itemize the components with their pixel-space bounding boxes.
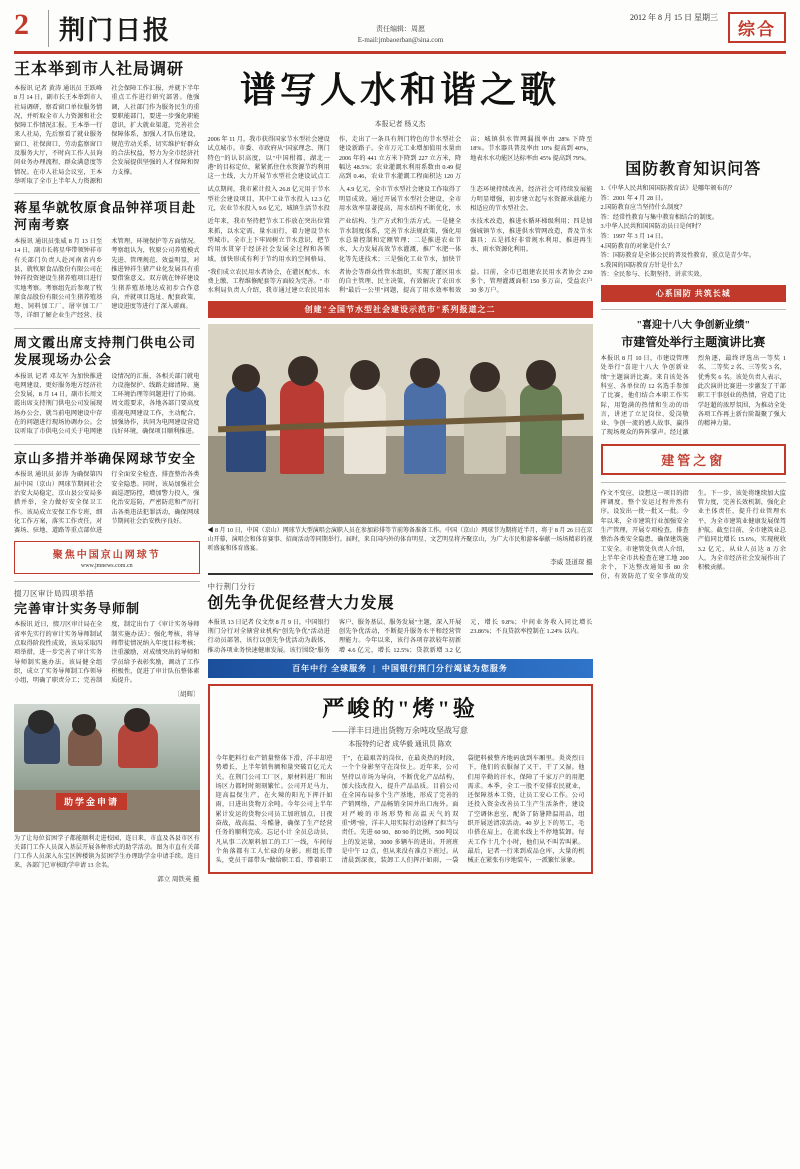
- promo-tennis-festival[interactable]: [14, 541, 200, 574]
- body-article-4: 本报讯 通讯员 彭涛 为确保第四届中国（京山）网球节期间社会治安大局稳定，京山县公安局多措并举，全力做好安全保卫工作。该局成立安保工作专班，细化工作方案，落实工作责任，对赛场、驻地、道路等重点部位进行全面安全检查，排查整治各类安全隐患。同时，该局加强社会面巡逻防控，增加警力投入，强化治安巡防，严密防范和严厉打击各类违法犯罪活动，确保网球节期间社会治安秩序良好。: [14, 471, 200, 535]
- photo-banner-label: 助学金申请: [56, 793, 127, 810]
- contest-body: [601, 354, 787, 438]
- caption-scholarship: 为了让每位贫困学子都能顺利走进校园，连日来，市直及各县市区有关部门工作人员深入基层开展各种形式的助学活动。图为市直有关部门工作人员深入东宝区牌楼镇为贫困学生办理助学金申请手续。连日来，各部门已审核助学申请 13 余名。: [14, 835, 200, 869]
- paper-logo: 荆门日报: [48, 10, 171, 47]
- headline-article-2: 蒋星华就牧原食品钟祥项目赴河南考察: [14, 200, 197, 233]
- body-article-3: 本报讯 记者 邓友军 为加快推进电网建设，更好服务地方经济社会发展，8 月 14 日，副市长周文霞出席支持荆门供电公司发展现场办公会，就当前电网建设中存在的问题进行现场协调办公。会议听取了市供电公司关于电网建设情况的汇报，各相关部门就电力设施保护、线路走廊清障、施工环境治理等问题进行了协商。周文霞要求，各地各部门要高度重视电网建设工作，主动配合、加强协作，共同为电网建设营造良好环境，确保项目顺利推进。: [14, 372, 200, 436]
- photo-credit-left: 郭立 周铁英 摄: [157, 875, 200, 883]
- photo-tennis-rehearsal: [208, 324, 593, 524]
- main-body-cols-text: 近年来，我市坚持把节水工作放在突出位置来抓，以水定需、量水而行，着力建设节水型城市。全市上下牢固树立节水意识，把节约用水贯穿于经济社会发展全过程和各领域，加快形成有利于节约用水的空间格局、产业结构、生产方式和生活方式。一是健全节水制度体系，完善节水法规政策，强化用水总量控制和定额管理；二是推进农业节水，大力发展高效节水灌溉，推广水肥一体化等先进技术；三是强化工业节水，加快节水技术改造，推进水循环梯级利用；四是加强城镇节水，推进供水管网改造，普及节水器具；五是抓好非常规水利用，推进再生水、雨水资源化利用。: [207, 218, 593, 263]
- kicker-article-5: 掇刀区审计局四项举措: [14, 588, 94, 598]
- main-body-cols2-text: "我们成立农民用水者协会，在灌区配水、水费上缴、工程维修配套等方面较为完善。" 市水利局负责人介绍，我市通过建立农民用水者协会等群众性管水组织，实现了灌区用水的自主管理、民主决策，有效解决了农田水利"最后一公里"问题，提高了用水效率和效益。目前，全市已组建农民用水者协会 230 多个，管理灌溉面积 150 多万亩，受益农户 30 多万户。: [207, 268, 593, 295]
- body-bank-text: 本报讯 13 日记者 仪文焘 8 月 9 日，中国银行荆门分行对全辖营业机构"创先争优"活动进行动员部署，该行以创先争优活动为载体，推动各项业务快速健康发展。该行围绕"服务客户、服务基层、服务发展"主题，深入开展创先争优活动，不断提升服务水平和经营管理能力。今年以来，该行各项存款较年初新增 4.6 亿元，增长 12.5%；贷款新增 3.2 亿元，增长 9.8%；中间业务收入同比增长 23.86%；不良贷款率控制在 1.24% 以内。: [207, 618, 593, 654]
- quiz-item: 答：1997 年 3 月 14 日。: [600, 233, 668, 241]
- masthead: [14, 10, 786, 54]
- quiz-item: 5.我国的国防教育方针是什么？: [600, 261, 686, 269]
- middle-column: [208, 60, 593, 883]
- signature-article-5: 〔胡辉〕: [173, 690, 200, 698]
- main-body-mid-text: 试点期间，我市累计投入 26.8 亿元用于节水型社会建设项目，其中工业节水投入 12.3 亿元，农业节水投入 9.6 亿元，城镇生活节水投入 4.9 亿元，全市节水型社会建设工作取得了明显成效。通过开展节水型社会建设，全市用水效率显著提高，用水结构不断优化，水生态环境持续改善，经济社会可持续发展能力明显增强，初步建立起与水资源承载能力相适应的节水型社会。: [207, 186, 593, 213]
- feature-article: [208, 684, 593, 874]
- contest-title: "喜迎十八大 争创新业绩": [636, 320, 751, 332]
- main-body-cols2: [208, 268, 593, 296]
- ad-window-banner[interactable]: 建管之窗: [601, 444, 787, 475]
- main-headline: 谱写人水和谐之歌: [240, 70, 561, 110]
- right-bottom-text: 作文不变应，设想这一项目的指挥调度，整个发运过程井然有序。设发出一批一批又一批。今年以来，全市建筑行业加强安全生产管理，开展专项检查，排查整治各类安全隐患，确保建筑施工安全。市建管处负责人介绍，上半年全市共检查在建工地 200 余个，下达整改通知书 80 余份，有效防范了安全事故的发生。下一步，该处将继续加大监管力度，完善长效机制，强化企业主体责任，提升行业管理水平，为全市建筑业健康发展保驾护航。截至目前，全市建筑业总产值同比增长 15.6%，实现税收 3.2 亿元，从业人员达 8 万余人，为全市经济社会发展作出了积极贡献。: [600, 489, 786, 581]
- main-body-mid: [208, 185, 593, 213]
- editor-line: 责任编辑：周愿: [376, 25, 425, 33]
- contest-subtitle: 市建管处举行主题演讲比赛: [621, 335, 766, 350]
- quiz-item: 答：经常性教育与集中教育相结合的制度。: [600, 213, 719, 221]
- main-byline: 本报记者 杨义杰: [374, 120, 426, 128]
- main-body-top-text: 2006 年 11 月，我市获得国家节水型社会建设试点城市。市委、市政府从"国家理念、荆门特色"的认识高度，以"中国柑都、湖北一港"的目标定位，紧紧抓住住水资源节约利用这一主线，大力开展节水型社会建设试点工作，走出了一条具有荆门特色的节水型社会建设新路子。全市万元工业增加值用水量由 2006 年的 441 立方米下降到 227 立方米，降幅达 48.5%；农业灌溉水利用系数由 0.49 提高到 0.46，农业节水灌溉工程面积达 120 万亩；城镇供水管网漏损率由 28% 下降至 18%。节水器具普及率由 10% 提高到 40%，地表水水功能区达标率由 45% 提高到 79%。: [207, 136, 593, 181]
- body-article-5: 本报讯 近日，掇刀区审计局在全省率先实行的审计实务导师制试点取得阶段性成效，该局采取四项举措，进一步完善了审计实务导师制实施办法。该局健全组织，成立了实务导师制工作领导小组，明确了职责分工；完善制度，制定出台了《审计实务导师制实施办法》；强化考核，将导师带徒情况纳入年度目标考核；注重激励，对成绩突出的导师和学员给予表彰奖励，调动了工作积极性，促进了审计队伍整体素质提升。: [14, 621, 200, 685]
- feature-body: [216, 754, 585, 866]
- right-column: [601, 60, 787, 883]
- headline-article-5: 完善审计实务导师制: [14, 600, 141, 616]
- section-badge: 综合: [728, 12, 786, 43]
- ad-bank-line2: 中国银行荆门分行竭诚为您服务: [381, 663, 508, 673]
- ad-bank-banner[interactable]: 百年中行 全球服务 | 中国银行荆门分行竭诚为您服务: [208, 659, 593, 678]
- page-number: 2: [14, 8, 29, 41]
- headline-article-4: 京山多措并举确保网球节安全: [14, 450, 197, 466]
- masthead-credits: [171, 10, 630, 46]
- body-article-2: 本报讯 通讯员张威 8 月 13 日至 14 日，副市长蒋星华带领钟祥市有关部门负责人赴河南省内乡县，就牧原食品股份有限公司在钟祥投资建设生猪养殖项目进行实地考察。考察组先后参观了牧原食品股份有限公司生猪养殖基地、饲料加工厂、屠宰加工厂等，详细了解企业生产经营、技术管理、环境保护等方面情况。考察组认为，牧原公司养殖模式先进、管理规范、效益明显，对推进钟祥生猪产业化发展具有重要借鉴意义。双方就在钟祥建设生猪养殖基地达成初步合作意向，并就项目选址、配套政策、建设进度等进行了深入磋商。: [14, 238, 200, 320]
- quiz-item: 答：2001 年 4 月 28 日。: [600, 194, 668, 202]
- main-body-cols: [208, 217, 593, 263]
- body-bank: [208, 618, 593, 655]
- photo-scholarship: [14, 704, 200, 832]
- left-column: [14, 60, 200, 883]
- kicker-bank: 中行荆门分行: [207, 581, 256, 591]
- defense-quiz-items: [601, 184, 787, 280]
- quiz-item: 答：国防教育是全体公民的普及性教育，重点是青少年。: [600, 252, 756, 260]
- headline-bank: 创先争优促经营大力发展: [207, 594, 395, 612]
- promo-sub: www.jmnews.com.cn: [80, 562, 133, 569]
- ad-bank-line1: 百年中行 全球服务: [292, 663, 368, 673]
- quiz-item: 4.国防教育的对象是什么？: [600, 242, 674, 250]
- quiz-item: 3.中华人民共和国国防动员日是何时？: [600, 223, 705, 231]
- masthead-right: [630, 10, 718, 26]
- series-banner: 创建"全国节水型社会建设示范市"系列报道之二: [208, 301, 593, 318]
- issue-date: 2012 年 8 月 15 日 星期三: [630, 13, 718, 22]
- body-article-1: 本报讯 记者 黄涛 通讯员 王跃峰 8 月 14 日，副市长王本举到市人社局调研，察看窗口单位服务情况，并听取全市人力资源和社会保障工作情况汇报。王本举一行来人社局，先后察看了就业服务窗口、社保窗口、劳动监察窗口及服务大厅，不时向工作人员询问业务办理流程、群众满意度等情况。在市人社局会议室，王本举听取了全市上半年人力资源和社会保障工作汇报，并就下半年重点工作进行研究部署。他强调，人社部门作为服务民生的重要职能部门，要进一步强化职能意识，扩大就业渠道，完善社会保障体系，加强人才队伍建设，规范劳动关系，切实维护好群众的合法权益，努力为全市经济社会发展提供坚强的人才保障和智力支撑。: [14, 85, 200, 185]
- photo-credit-mid: 李威 聂道琛 摄: [550, 558, 593, 566]
- contest-body-text: 本报讯 8 月 10 日，市建设管理处举行"喜迎十八大 争创新业绩"主题演讲比赛。来自该处各科室、各单位的 12 名选手参加了比赛，他们结合本职工作实际，用饱满的热情和生动的语言，讲述了立足岗位、爱岗敬业、争创一流的感人故事，赢得了现场观众的阵阵掌声。经过激烈角逐，最终评选出一等奖 1 名、二等奖 2 名、三等奖 3 名，优秀奖 6 名。该处负责人表示，此次演讲比赛进一步激发了干部职工干事创业的热情，营造了比学赶超的浓厚氛围，为推动全处各项工作再上新台阶凝聚了强大的精神力量。: [600, 355, 786, 437]
- caption-tennis-rehearsal: ◀ 8 月 10 日，中国（京山）网球节大型演唱会演职人员在参加彩排等节前筹备准备工作。中国（京山）网球节为期将近半月，将于 8 月 26 日在京山开幕，演唱会和体育赛事、招商活动等同期举行。届时，来自国内外的体育明星、文艺明星将齐聚京山，为广大市民和游客奉献一场场精彩的视听盛宴和体育盛宴。: [207, 527, 593, 552]
- ad-defense-banner[interactable]: 心系国防 共筑长城: [601, 285, 787, 302]
- main-body-top: [208, 135, 593, 181]
- headline-defense-quiz: 国防教育知识问答: [625, 161, 762, 178]
- headline-article-3: 周文霞出席支持荆门供电公司发展现场办公会: [14, 334, 197, 367]
- promo-title: 聚焦中国京山网球节: [52, 549, 161, 561]
- quiz-item: 答：全民参与、长期坚持、讲求实效。: [600, 271, 706, 279]
- right-bottom-body: [601, 489, 787, 582]
- email-line: E-mail:jmbaoerban@sina.com: [357, 36, 444, 45]
- quiz-item: 2.国防教育应当坚持什么制度？: [600, 204, 686, 212]
- feature-byline: 本报特约记者 成华毅 通讯员 陈欢: [348, 739, 452, 748]
- feature-subtitle: ——洋丰日进出货物万余吨攻坚战写意: [332, 725, 468, 735]
- feature-body-text: 今年肥料行业产销量整体下滑，洋丰却逆势增长，上半年销售额和量突破百亿元大关。在荆门公司工厂区，原材料进厂和出场区力都时时刻刻繁忙。公司开足马力，迎高温保生产，在火辣的阳光下挥汗如雨，日进出货物万余吨。今年公司上半年累计发运的货物公司员工加班加点、日夜奋战，战高温、斗酷暑，确保了生产经营任务的顺利完成。忘记小计 全员总动员，凡从事二次原料加工的工厂一线，车间每个角落都有工人忙碌的身影。班组长带头，党员干部带头"做给职工看、带着职工干"，在最艰苦的岗位，在最炎热的时段，一个个身影坚守在岗位上。近年来，公司坚持以市场为导向，不断优化产品结构，加大技改投入，提升产品品质。目前公司在全国布局多个生产基地，形成了完善的产销网络，产品畅销全国并出口海外。面对严峻的市场形势和高温天气的双重"烤"验，洋丰人用实际行动诠释了担当与责任。先进 60 90、80 90 的比例，500 吨以上的发运量，3000 多辆车的进出。开班班是中午 12 点，但从来没有准点下班过。从清晨到深夜，装卸工人们挥汗如雨，一袋袋肥料被整齐地码放到车厢里。炎炎烈日下，他们的衣服湿了又干、干了又湿。他们用辛勤的汗水，保障了千家万户的用肥需求。本季，全工一股不安排农民就业，还保障基本工资，让员工安心工作。公司还投入资金改善员工生产生活条件，建设了空调休息室，配备了防暑降温用品，组织开展送清凉活动。40 岁上下的男工，毛巾搭在肩上，在流水线上不停地装卸。每天工作十几个小时，他们从不叫苦叫累。最后，记者一行来到成品仓库，大量的机械正在紧张有序地装车，一派繁忙景象。: [215, 754, 585, 865]
- quiz-item: 1.《中华人民共和国国防教育法》是哪年颁布的？: [600, 185, 736, 192]
- headline-article-1: 王本举到市人社局调研: [14, 61, 185, 78]
- feature-title: 严峻的"烤"验: [322, 695, 478, 721]
